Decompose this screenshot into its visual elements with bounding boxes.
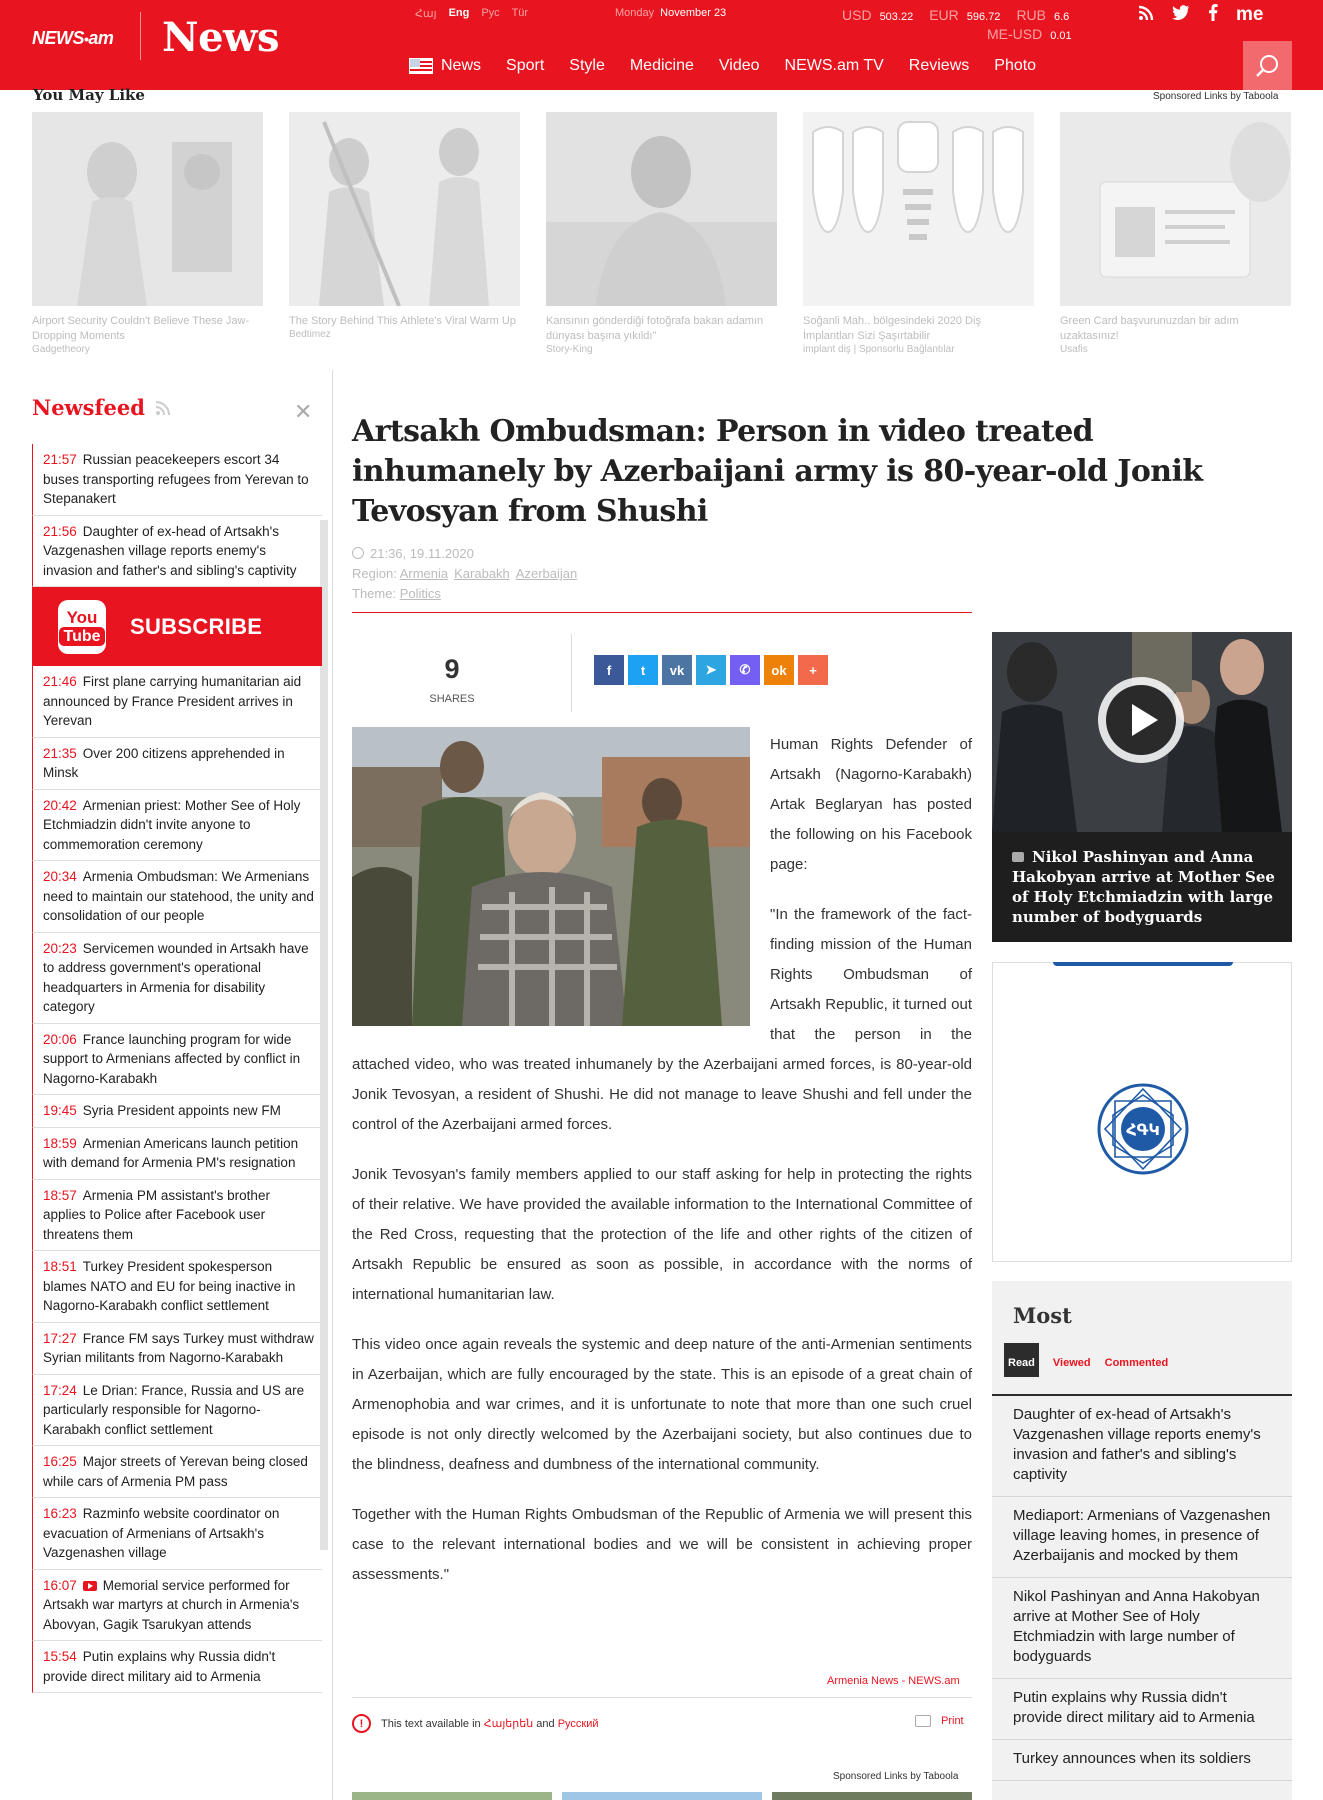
nav-item-reviews[interactable]: Reviews [908, 57, 970, 74]
article-paragraph: This video once again reveals the systemic and deep nature of the anti-Armenian sentiments in Azerbaijan, which are fully encouraged by the state. This is an episode of a great chain of Armenophobia and war crimes, and it is unfortunate to note that more than one such cruel episode is not only directly welcomed by the Azerbaijani society, but also continues due to the blindness, deafness and dumbness of the international community. [352, 1336, 972, 1473]
svg-text:ՀԳԿ: ՀԳԿ [1126, 1120, 1160, 1139]
lang-link-hy[interactable]: Հայերեն [483, 1718, 534, 1730]
newsfeed-item[interactable]: 16:25 Major streets of Yerevan being closed while cars of Armenia PM pass [32, 1446, 322, 1498]
facebook-share-button[interactable]: f [594, 655, 624, 685]
telegram-share-button[interactable]: ➤ [696, 655, 726, 685]
print-button[interactable]: Print [915, 1715, 964, 1727]
recommended-card[interactable]: Green Card başvurunuzdan bir adım uzaktasınız! Usafis [1060, 112, 1291, 355]
clock-icon [352, 547, 364, 559]
newsfeed-item[interactable]: 21:35 Over 200 citizens apprehended in Minsk [32, 738, 322, 790]
most-popular-widget [992, 1281, 1292, 1800]
newsfeed-title[interactable]: Newsfeed [32, 395, 145, 420]
most-item[interactable]: Putin explains why Russia didn't provide direct military aid to Armenia [992, 1679, 1292, 1740]
lang-tr[interactable]: Tür [511, 7, 529, 19]
article-source[interactable]: Armenia News - NEWS.am [827, 1675, 960, 1687]
nav-item-photo[interactable]: Photo [994, 57, 1037, 74]
logo-divider [140, 12, 141, 60]
social-links [1138, 4, 1263, 26]
section-logo[interactable]: News [162, 14, 279, 61]
nav-item-style[interactable]: Style [569, 57, 605, 74]
lang-link-ru[interactable]: Русский [557, 1718, 599, 1730]
odnoklassniki-share-button[interactable]: ok [764, 655, 794, 685]
youtube-subscribe-banner[interactable] [32, 587, 322, 666]
title-underline [352, 612, 972, 613]
recommended-image [1060, 112, 1291, 306]
newsfeed-item[interactable]: 16:07 Memorial service performed for Artsakh war martyrs at church in Armenia's Abovyan, Gagik Tsarukyan attends [32, 1570, 322, 1642]
tab-commented[interactable]: Commented [1104, 1357, 1169, 1369]
video-caption[interactable]: Nikol Pashinyan and Anna Hakobyan arrive at Mother See of Holy Etchmiadzin with large number of bodyguards [1012, 848, 1275, 926]
most-list [992, 1394, 1292, 1781]
available-languages: ! This text available in Հայերեն and Русский [352, 1714, 599, 1733]
us-flag-icon [409, 58, 433, 74]
newsfeed-item[interactable]: 17:24 Le Drian: France, Russia and US are particularly responsible for Nagorno-Karabakh conflict settlement [32, 1375, 322, 1447]
facebook-icon[interactable] [1208, 4, 1218, 26]
subscribe-label: SUBSCRIBE [130, 613, 263, 639]
recommended-image [32, 112, 263, 306]
tab-viewed[interactable]: Viewed [1052, 1357, 1091, 1369]
article-meta: 21:36, 19.11.2020 Region: Armenia Karabakh Azerbaijan Theme: Politics [352, 546, 578, 601]
newsfeed-item[interactable]: 16:23 Razminfo website coordinator on evacuation of Armenians of Artsakh's Vazgenashen village [32, 1498, 322, 1570]
article-body [352, 730, 972, 1610]
you-may-like-title: You May Like [33, 86, 145, 104]
recommended-image [289, 112, 520, 306]
tab-read[interactable]: Read [1004, 1343, 1039, 1377]
article-paragraph: "In the framework of the fact-finding mission of the Human Rights Ombudsman of Artsakh Republic, it turned out that the person in the attached video, who was treated inhumanely by the Azerbaijani armed forces, is 80-year-old Jonik Tevosyan, a resident of Shushi. He did not manage to leave Shushi and fell under the control of the Azerbaijani armed forces. [352, 906, 972, 1133]
twitter-share-button[interactable]: t [628, 655, 658, 685]
video-widget[interactable] [992, 632, 1292, 942]
top-bar [0, 0, 1323, 90]
newsfeed-item[interactable]: 21:57 Russian peacekeepers escort 34 buses transporting refugees from Yerevan to Stepanakert [32, 444, 322, 516]
article-footer-divider [352, 1697, 972, 1698]
newsfeed-item[interactable]: 20:42 Armenian priest: Mother See of Holy Etchmiadzin didn't invite anyone to commemoration ceremony [32, 790, 322, 862]
nav-item-video[interactable]: Video [718, 57, 760, 74]
nav-item-medicine[interactable]: Medicine [629, 57, 694, 74]
lang-hy[interactable]: Հայ [415, 8, 437, 20]
advertisement[interactable] [992, 962, 1292, 1262]
article-paragraph: Together with the Human Rights Ombudsman of the Republic of Armenia we will present this case to the relevant international bodies and we will be consistent in achieving proper assessments." [352, 1506, 972, 1583]
article-paragraph: Jonik Tevosyan's family members applied to our staff asking for help in protecting the rights of their relative. We have provided the available information to the International Committee of the Red Cross, requesting that the protection of the life and other rights of the citizen of Artsakh Republic be ensured as soon as possible, in accordance with the norms of international humanitarian law. [352, 1166, 972, 1303]
play-icon [1106, 685, 1176, 755]
share-buttons [594, 655, 828, 685]
most-item[interactable]: Daughter of ex-head of Artsakh's Vazgenashen village reports enemy's invasion and father's and sibling's captivity [992, 1394, 1292, 1497]
vk-share-button[interactable]: vk [662, 655, 692, 685]
nav-item-sport[interactable]: Sport [506, 57, 545, 74]
most-item[interactable]: Turkey announces when its soldiers [992, 1740, 1292, 1781]
newsfeed-item[interactable]: 17:27 France FM says Turkey must withdraw Syrian militants from Nagorno-Karabakh [32, 1323, 322, 1375]
recommended-card[interactable]: The Story Behind This Athlete's Viral Warm Up Bedtimez [289, 112, 520, 340]
newsfeed-item[interactable]: 20:34 Armenia Ombudsman: We Armenians need to maintain our statehood, the unity and consolidation of our people [32, 861, 322, 933]
share-divider [571, 634, 572, 712]
lang-ru[interactable]: Рус [481, 7, 500, 19]
sponsored-thumbnail[interactable] [562, 1792, 762, 1800]
viber-share-button[interactable]: ✆ [730, 655, 760, 685]
news-am-logo[interactable]: NEWS•am [32, 28, 114, 48]
most-tabs [1004, 1343, 1168, 1377]
play-button[interactable] [1098, 677, 1184, 763]
video-icon [83, 1581, 97, 1591]
newsfeed-item[interactable]: 20:23 Servicemen wounded in Artsakh have to address government's operational headquarters in Armenia for disability category [32, 933, 322, 1024]
main-nav [409, 57, 1036, 75]
recommended-image [803, 112, 1034, 306]
taboola-sponsored-label[interactable]: Sponsored Links by Taboola [833, 1771, 959, 1782]
nav-item-news[interactable]: News [409, 57, 481, 75]
article-title: Artsakh Ombudsman: Person in video treated inhumanely by Azerbaijani army is 80-year-old Jonik Tevosyan from Shushi [352, 414, 1203, 529]
taboola-sponsored-label[interactable]: Sponsored Links by Taboola [1153, 91, 1279, 102]
region-link[interactable]: Armenia [399, 566, 449, 581]
recommended-card[interactable]: Airport Security Couldn't Believe These Jaw-Dropping Moments Gadgetheory [32, 112, 263, 355]
article-datetime: 21:36, 19.11.2020 [370, 546, 474, 561]
newsfeed-item[interactable]: 20:06 France launching program for wide support to Armenians affected by conflict in Nagorno-Karabakh [32, 1024, 322, 1096]
sponsored-thumbnail[interactable] [352, 1792, 552, 1800]
date-line: Monday November 23 [615, 7, 727, 19]
newsfeed-item[interactable]: 18:59 Armenian Americans launch petition with demand for Armenia PM's resignation [32, 1128, 322, 1180]
search-icon [1255, 53, 1281, 79]
ad-logo-icon [1097, 1083, 1189, 1175]
sidebar-divider [332, 370, 333, 1800]
exchange-rates: USD 503.22 EUR 596.72 RUB 6.6 ME-USD 0.01 [842, 7, 1072, 42]
search-button[interactable] [1243, 41, 1292, 90]
printer-icon [915, 1715, 931, 1727]
info-icon: ! [352, 1714, 371, 1733]
newsfeed-item[interactable]: 18:57 Armenia PM assistant's brother applies to Police after Facebook user threatens them [32, 1180, 322, 1252]
twitter-icon[interactable] [1172, 5, 1190, 25]
more-share-button[interactable]: + [798, 655, 828, 685]
newsfeed-item[interactable]: 15:54 Putin explains why Russia didn't provide direct military aid to Armenia [32, 1641, 322, 1693]
recommended-card[interactable]: Soğanli Mah.. bölgesindeki 2020 Diş İmplantları Sizi Şaşırtabilir implant diş | Sponsorlu Bağlantılar [803, 112, 1034, 355]
share-counter: 9 SHARES [429, 654, 475, 705]
close-icon[interactable]: ✕ [294, 399, 313, 424]
newsfeed-item[interactable]: 18:51 Turkey President spokesperson blames NATO and EU for being inactive in Nagorno-Karabakh conflict settlement [32, 1251, 322, 1323]
youtube-icon: You Tube [58, 600, 106, 654]
newsfeed-item[interactable]: 19:45 Syria President appoints new FM [32, 1095, 322, 1128]
nav-item-news-am-tv[interactable]: NEWS.am TV [784, 57, 884, 74]
region-link[interactable]: Azerbaijan [515, 566, 578, 581]
theme-link[interactable]: Politics [399, 586, 441, 601]
most-item[interactable]: Nikol Pashinyan and Anna Hakobyan arrive at Mother See of Holy Etchmiadzin with large number of bodyguards [992, 1578, 1292, 1679]
newsfeed-item[interactable]: 21:46 First plane carrying humanitarian aid announced by France President arrives in Yerevan [32, 666, 322, 738]
rss-icon[interactable] [1138, 5, 1154, 26]
recommended-image [546, 112, 777, 306]
me-link[interactable]: me [1236, 4, 1264, 25]
most-title: Most [1013, 1303, 1072, 1328]
recommended-card[interactable]: Kansının gönderdiği fotoğrafa bakan adamın dünyası başına yıkıldı" Story-King [546, 112, 777, 355]
newsfeed-list [32, 444, 322, 1693]
region-link[interactable]: Karabakh [454, 566, 510, 581]
language-switcher [415, 7, 528, 20]
article-paragraph: Human Rights Defender of Artsakh (Nagorno-Karabakh) Artak Beglaryan has posted the following on his Facebook page: [770, 736, 972, 873]
newsfeed-item[interactable]: 21:56 Daughter of ex-head of Artsakh's Vazgenashen village reports enemy's invasion and father's and sibling's captivity [32, 516, 322, 588]
lang-en[interactable]: Eng [448, 7, 470, 19]
rss-icon[interactable] [155, 400, 171, 421]
sponsored-thumbnail[interactable] [772, 1792, 972, 1800]
most-item[interactable]: Mediaport: Armenians of Vazgenashen village leaving homes, in presence of Azerbaijanis and mocked by them [992, 1497, 1292, 1578]
video-icon [1012, 852, 1024, 862]
